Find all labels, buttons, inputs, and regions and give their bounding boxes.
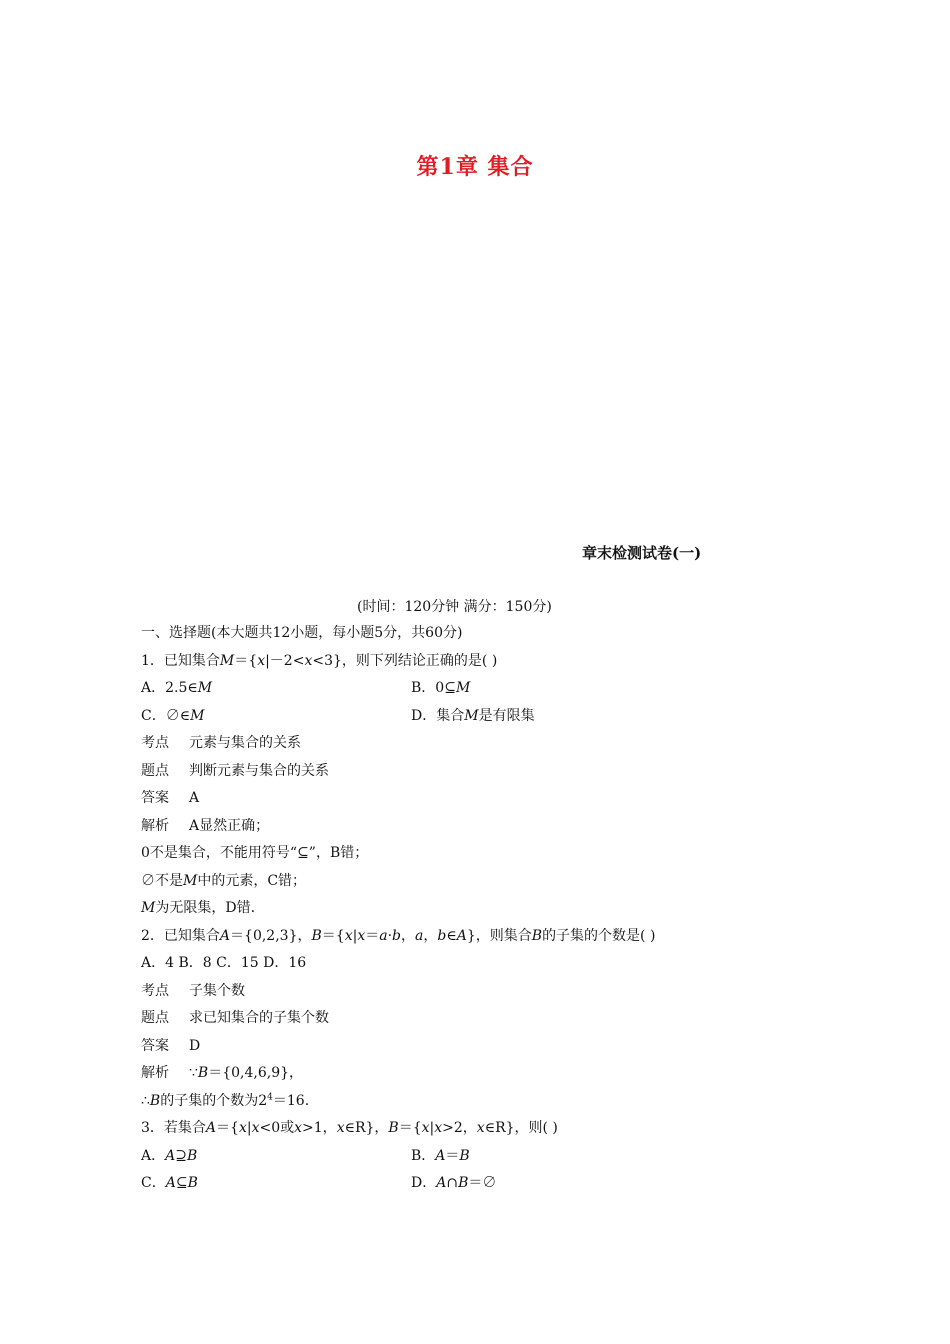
- chapter-title: 第1章 集合: [416, 154, 534, 180]
- option-a: A．A⊇B: [141, 1147, 198, 1164]
- question-2-analysis: 解析 ∵B＝{0,4,6,9}，: [141, 1065, 304, 1081]
- option-d: D．A∩B＝∅: [411, 1175, 497, 1191]
- question-1-answer: 答案 A: [141, 790, 200, 806]
- question-1-analysis-line-2: 0不是集合，不能用符号“⊆”，B错；: [141, 845, 369, 861]
- question-2-options: A．4 B．8 C．15 D．16: [141, 955, 307, 971]
- option-b: B．A＝B: [411, 1147, 470, 1164]
- question-1-options-row-1: [141, 675, 821, 703]
- option-c: C．∅∈M: [141, 707, 205, 724]
- exam-time-score: (时间：120分钟 满分：150分): [357, 599, 552, 615]
- question-2-analysis-line-2: ∴B的子集的个数为$2^4=16$.: [141, 1091, 310, 1109]
- exam-content: [141, 620, 821, 1198]
- question-1-kaodian: 考点 元素与集合的关系: [141, 735, 301, 751]
- question-1-analysis-line-4: M为无限集，D错.: [141, 900, 256, 916]
- question-3-options-row-1: [141, 1143, 821, 1171]
- test-title: 章末检测试卷(一): [582, 544, 702, 562]
- question-1-stem: 1．已知集合M＝{x|－2<x<3}，则下列结论正确的是( ): [141, 652, 498, 669]
- option-d: D．集合M是有限集: [411, 707, 535, 724]
- question-1-analysis-line-3: ∅不是M中的元素，C错；: [141, 872, 307, 889]
- section-heading: 一、选择题(本大题共12小题，每小题5分，共60分): [141, 625, 463, 641]
- question-2-answer: 答案 D: [141, 1037, 201, 1054]
- question-2-tidian: 题点 求已知集合的子集个数: [141, 1010, 329, 1026]
- question-1-analysis: 解析 A显然正确；: [141, 817, 270, 834]
- question-3-options-row-2: [141, 1170, 821, 1198]
- option-a: A．2.5∈M: [141, 680, 213, 696]
- option-b: B．0⊆M: [411, 680, 471, 696]
- question-2-stem: 2．已知集合A＝{0,2,3}，B＝{x|x＝a·b，a，b∈A}，则集合B的子集的个数是( ): [141, 927, 656, 944]
- question-3-stem: 3．若集合A＝{x|x<0或x>1，x∈R}，B＝{x|x>2，x∈R}，则( ): [141, 1120, 558, 1136]
- question-2-kaodian: 考点 子集个数: [141, 982, 245, 999]
- question-1-options-row-2: [141, 703, 821, 731]
- option-c: C．A⊆B: [141, 1175, 198, 1191]
- question-1-tidian: 题点 判断元素与集合的关系: [141, 762, 329, 779]
